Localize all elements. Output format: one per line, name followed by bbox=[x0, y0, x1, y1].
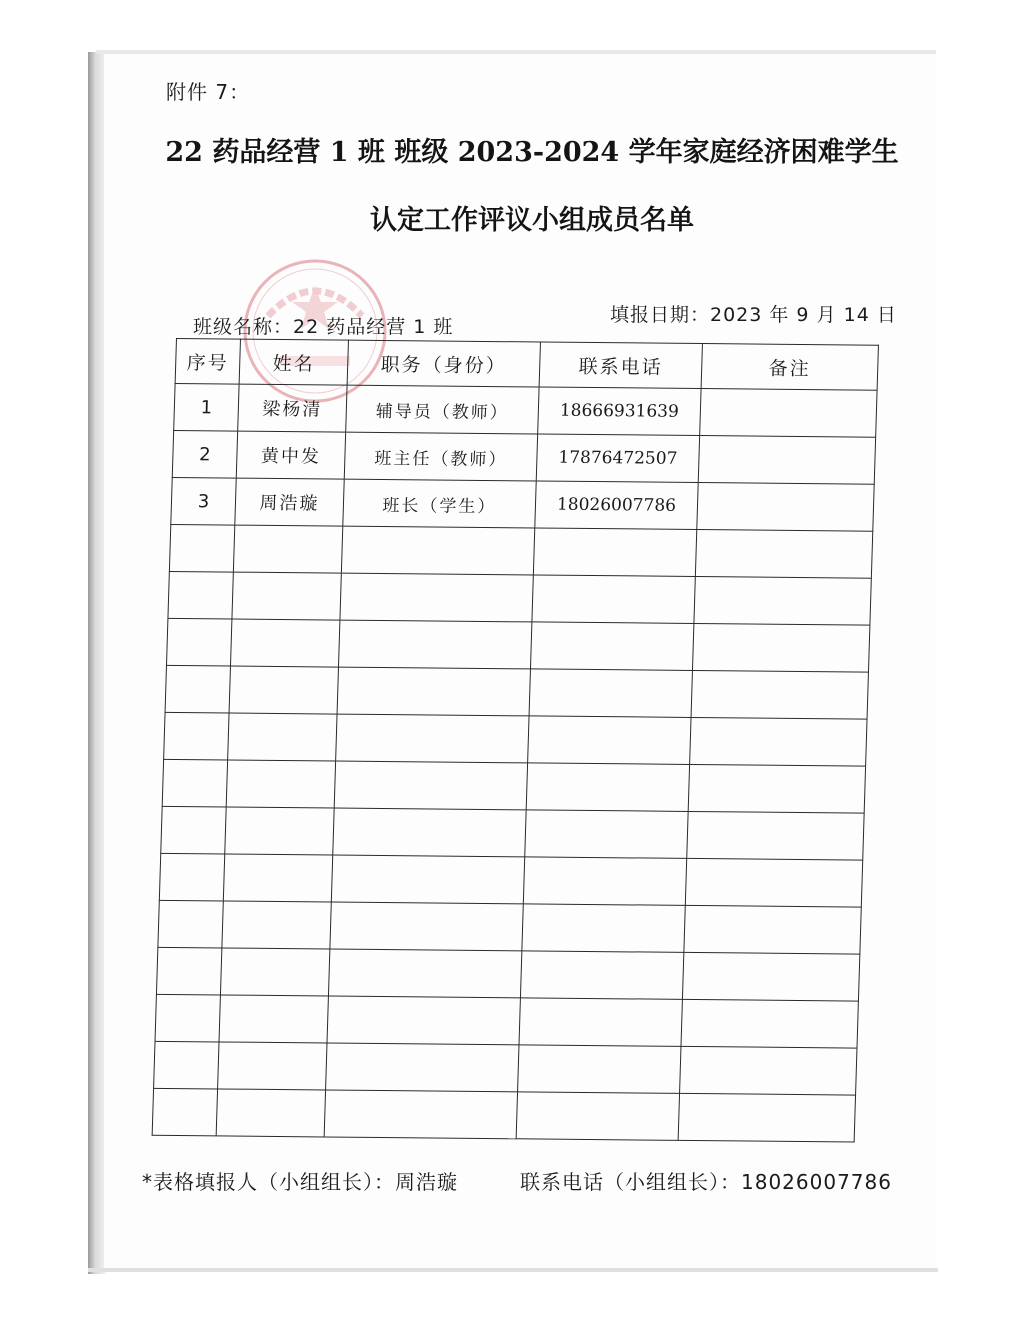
empty-cell bbox=[692, 623, 869, 672]
empty-cell bbox=[226, 760, 335, 808]
empty-table-row bbox=[156, 947, 859, 1001]
empty-cell bbox=[526, 763, 689, 812]
empty-cell bbox=[154, 1041, 219, 1089]
leader-contact-label: 联系电话（小组组长）：18026007786 bbox=[520, 1170, 892, 1194]
cell-name: 梁杨清 bbox=[238, 384, 347, 432]
document-title-line-2: 认定工作评议小组成员名单 bbox=[370, 205, 694, 236]
empty-cell bbox=[525, 810, 688, 859]
empty-cell bbox=[530, 622, 693, 671]
empty-cell bbox=[330, 902, 523, 951]
class-name-label: 班级名称：22 药品经营 1 班 bbox=[193, 316, 454, 338]
empty-cell bbox=[340, 573, 533, 622]
empty-cell bbox=[529, 669, 692, 718]
fill-date-label: 填报日期：2023 年 9 月 14 日 bbox=[610, 304, 897, 326]
document-title-line-1: 22 药品经营 1 班 班级 2023-2024 学年家庭经济困难学生 bbox=[165, 137, 899, 168]
empty-cell bbox=[228, 713, 337, 761]
empty-cell bbox=[324, 1090, 517, 1139]
empty-cell bbox=[218, 1042, 327, 1090]
empty-cell bbox=[680, 1046, 857, 1095]
cell-role: 辅导员（教师） bbox=[346, 385, 539, 434]
empty-cell bbox=[337, 667, 530, 716]
cell-serial: 1 bbox=[174, 383, 239, 431]
empty-table-row bbox=[168, 571, 871, 625]
empty-cell bbox=[695, 530, 872, 579]
header-phone: 联系电话 bbox=[539, 342, 702, 389]
empty-cell bbox=[528, 716, 691, 765]
cell-serial: 2 bbox=[172, 430, 237, 478]
empty-cell bbox=[158, 900, 223, 948]
cell-serial: 3 bbox=[171, 477, 236, 525]
scan-edge bbox=[88, 1268, 938, 1272]
empty-cell bbox=[694, 576, 871, 625]
header-role: 职务（身份） bbox=[347, 340, 540, 387]
cell-note bbox=[700, 389, 877, 438]
empty-cell bbox=[166, 618, 231, 666]
cell-phone: 18666931639 bbox=[538, 387, 701, 436]
table-row bbox=[171, 477, 874, 531]
empty-table-row bbox=[164, 712, 867, 766]
table-row bbox=[172, 430, 875, 484]
empty-cell bbox=[327, 996, 520, 1045]
empty-table-row bbox=[162, 759, 865, 813]
empty-cell bbox=[162, 759, 227, 807]
empty-cell bbox=[333, 808, 526, 857]
empty-cell bbox=[533, 528, 696, 577]
empty-cell bbox=[169, 524, 234, 572]
empty-cell bbox=[328, 949, 521, 998]
empty-cell bbox=[691, 670, 868, 719]
empty-cell bbox=[678, 1093, 855, 1142]
empty-cell bbox=[523, 857, 686, 906]
table-row bbox=[174, 383, 877, 437]
cell-note bbox=[698, 436, 875, 485]
empty-table-row bbox=[158, 900, 861, 954]
empty-cell bbox=[233, 525, 342, 573]
empty-cell bbox=[326, 1043, 519, 1092]
empty-cell bbox=[159, 853, 224, 901]
empty-cell bbox=[336, 714, 529, 763]
empty-cell bbox=[331, 855, 524, 904]
empty-cell bbox=[520, 951, 683, 1000]
form-filler-label: *表格填报人（小组组长）：周浩璇 bbox=[142, 1170, 458, 1194]
empty-cell bbox=[161, 806, 226, 854]
empty-cell bbox=[532, 575, 695, 624]
empty-cell bbox=[230, 619, 339, 667]
cell-phone: 18026007786 bbox=[535, 481, 698, 530]
empty-cell bbox=[232, 572, 341, 620]
header-name: 姓名 bbox=[239, 339, 348, 385]
empty-cell bbox=[682, 952, 859, 1001]
empty-cell bbox=[225, 807, 334, 855]
empty-cell bbox=[156, 947, 221, 995]
empty-cell bbox=[222, 901, 331, 949]
empty-rows-group bbox=[152, 524, 873, 1142]
empty-cell bbox=[685, 858, 862, 907]
empty-cell bbox=[216, 1089, 325, 1137]
empty-table-row bbox=[161, 806, 864, 860]
cell-phone: 17876472507 bbox=[536, 434, 699, 483]
empty-cell bbox=[152, 1088, 217, 1136]
empty-cell bbox=[229, 666, 338, 714]
empty-cell bbox=[219, 995, 328, 1043]
empty-cell bbox=[688, 764, 865, 813]
empty-cell bbox=[223, 854, 332, 902]
empty-table-row bbox=[165, 665, 868, 719]
cell-name: 黄中发 bbox=[236, 431, 345, 479]
empty-cell bbox=[522, 904, 685, 953]
empty-cell bbox=[687, 811, 864, 860]
empty-cell bbox=[516, 1092, 679, 1141]
cell-note bbox=[697, 483, 874, 532]
member-roster-table bbox=[152, 338, 879, 1143]
empty-cell bbox=[684, 905, 861, 954]
empty-cell bbox=[519, 998, 682, 1047]
empty-cell bbox=[518, 1045, 681, 1094]
attachment-label: 附件 7： bbox=[166, 80, 251, 104]
cell-name: 周浩璇 bbox=[235, 478, 344, 526]
empty-cell bbox=[690, 717, 867, 766]
cell-role: 班主任（教师） bbox=[344, 432, 537, 481]
empty-cell bbox=[334, 761, 527, 810]
empty-table-row bbox=[159, 853, 862, 907]
empty-table-row bbox=[169, 524, 872, 578]
empty-cell bbox=[681, 999, 858, 1048]
empty-cell bbox=[165, 665, 230, 713]
header-note: 备注 bbox=[701, 344, 878, 391]
cell-role: 班长（学生） bbox=[343, 479, 536, 528]
empty-table-row bbox=[166, 618, 869, 672]
empty-cell bbox=[155, 994, 220, 1042]
empty-cell bbox=[168, 571, 233, 619]
empty-table-row bbox=[154, 1041, 857, 1095]
empty-table-row bbox=[152, 1088, 855, 1142]
header-serial: 序号 bbox=[175, 339, 240, 385]
empty-cell bbox=[338, 620, 531, 669]
table-header-row bbox=[175, 339, 878, 391]
empty-cell bbox=[164, 712, 229, 760]
empty-cell bbox=[220, 948, 329, 996]
empty-table-row bbox=[155, 994, 858, 1048]
empty-cell bbox=[341, 526, 534, 575]
